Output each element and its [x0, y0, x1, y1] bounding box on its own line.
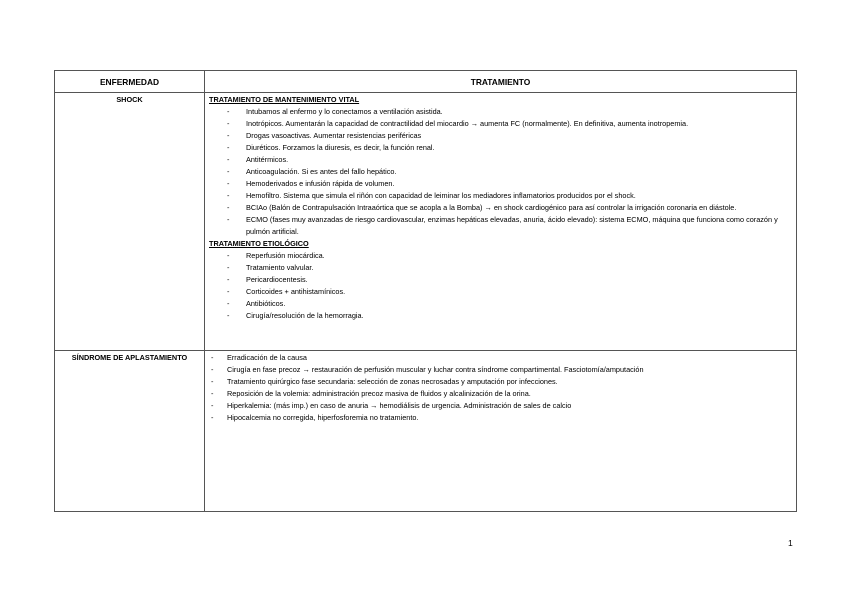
list-item: - Tratamiento valvular. — [246, 262, 792, 274]
list-item: - Drogas vasoactivas. Aumentar resistencias periféricas — [246, 130, 792, 142]
list-item: - Cirugía/resolución de la hemorragia. — [246, 310, 792, 322]
treatment-table — [54, 70, 797, 512]
treatment-shock — [205, 93, 797, 351]
list-item: - Hipocalcemia no corregida, hiperfosforemia no tratamiento. — [227, 412, 792, 424]
section-title-mantenimiento: TRATAMIENTO DE MANTENIMIENTO VITAL — [209, 95, 360, 104]
list-item: - Hemofiltro. Sistema que simula el riñón con capacidad de leiminar los mediadores inflamatorios producidos por el shock. — [246, 190, 792, 202]
list-item: - ECMO (fases muy avanzadas de riesgo cardiovascular, enzimas hepáticas elevadas, anuria, ácido elevado): sistema ECMO, máquina que funciona como corazón y pulmón artificial. — [246, 214, 792, 238]
list-item: - Hemoderivados e infusión rápida de volumen. — [246, 178, 792, 190]
list-item: - Cirugía en fase precoz → restauración de perfusión muscular y luchar contra síndrome compartimental. Fasciotomía/amputación — [227, 364, 792, 376]
section-title-etiologico: TRATAMIENTO ETIOLÓGICO — [209, 239, 309, 248]
header-enfermedad: ENFERMEDAD — [55, 71, 205, 93]
list-item: - Intubamos al enfermo y lo conectamos a ventilación asistida. — [246, 106, 792, 118]
list-etiologico — [209, 250, 792, 322]
header-tratamiento: TRATAMIENTO — [205, 71, 797, 93]
list-item: - Inotrópicos. Aumentarán la capacidad de contractilidad del miocardio → aumenta FC (normalmente). En definitiva, aumenta inotropemia. — [246, 118, 792, 130]
list-item: - Antibióticos. — [246, 298, 792, 310]
list-item: - Pericardiocentesis. — [246, 274, 792, 286]
list-item: - BCIAo (Balón de Contrapulsación Intraaórtica que se acopla a la Bomba) → en shock cardiogénico para así controlar la irrigación coronaria en diástole. — [246, 202, 792, 214]
list-item: - Hiperkalemia: (más imp.) en caso de anuria → hemodiálisis de urgencia. Administración de sales de calcio — [227, 400, 792, 412]
list-item: - Anticoagulación. Si es antes del fallo hepático. — [246, 166, 792, 178]
list-aplastamiento — [209, 352, 792, 424]
table-row-aplastamiento — [55, 351, 797, 512]
table-header-row — [55, 71, 797, 93]
table-row-shock — [55, 93, 797, 351]
disease-shock: SHOCK — [55, 93, 205, 351]
list-item: - Antitérmicos. — [246, 154, 792, 166]
disease-aplastamiento: SÍNDROME DE APLASTAMIENTO — [55, 351, 205, 512]
list-item: - Tratamiento quirúrgico fase secundaria: selección de zonas necrosadas y amputación por infecciones. — [227, 376, 792, 388]
list-item: - Erradicación de la causa — [227, 352, 792, 364]
list-item: - Corticoides + antihistamínicos. — [246, 286, 792, 298]
list-mantenimiento — [209, 106, 792, 238]
list-item: - Diuréticos. Forzamos la diuresis, es decir, la función renal. — [246, 142, 792, 154]
page-number: 1 — [788, 538, 793, 548]
list-item: - Reperfusión miocárdica. — [246, 250, 792, 262]
treatment-aplastamiento — [205, 351, 797, 512]
list-item: - Reposición de la volemia: administración precoz masiva de fluidos y alcalinización de la orina. — [227, 388, 792, 400]
